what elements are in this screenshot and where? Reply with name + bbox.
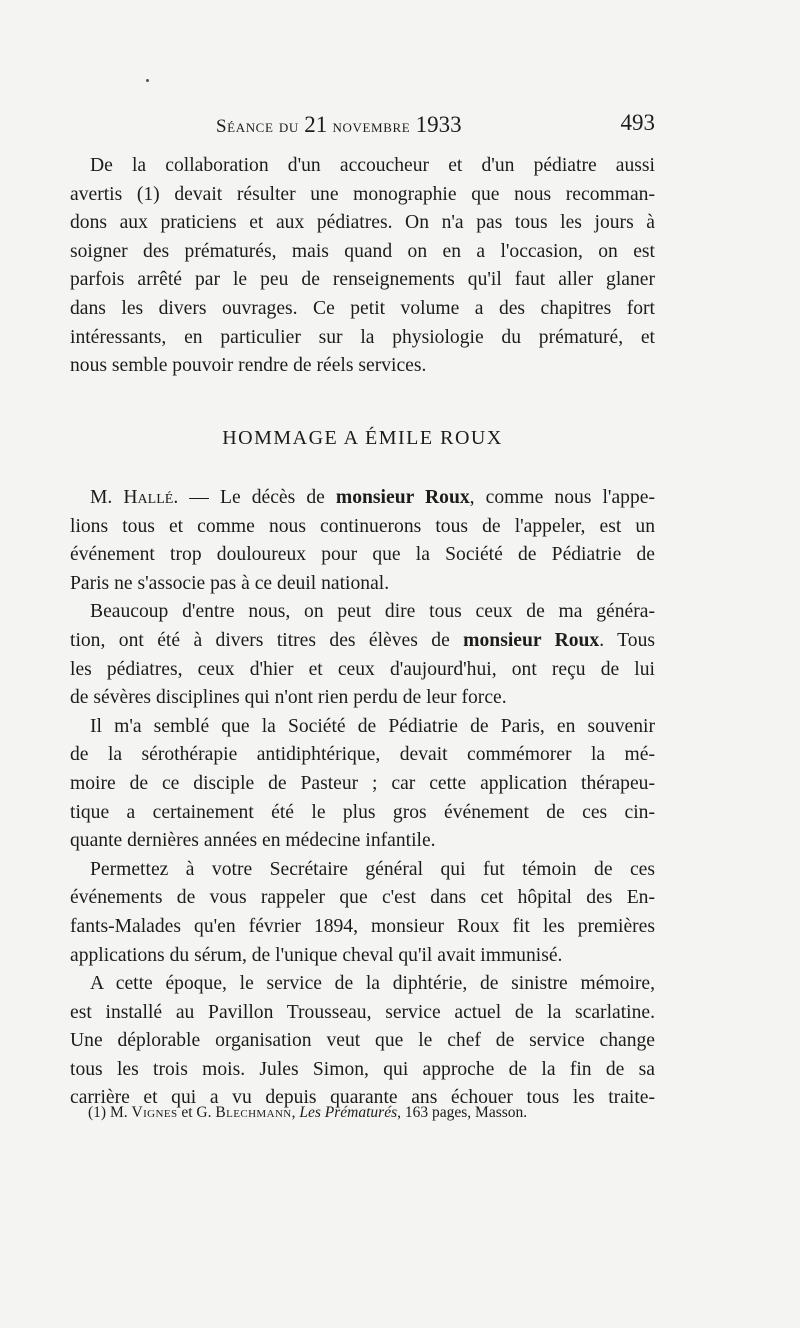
running-title-year: 1933 xyxy=(415,112,462,137)
text-line: événement trop douloureux pour que la Société de Pédiatrie de xyxy=(70,544,655,566)
page-number: 493 xyxy=(620,110,655,135)
footnote-author: Vignes xyxy=(131,1104,178,1121)
footnote-book-title: Les Prématurés xyxy=(299,1104,398,1121)
text-line: carrière et qui a vu depuis quarante ans échouer tous les traite- xyxy=(70,1087,655,1109)
body-text xyxy=(70,484,655,1113)
text-line: Paris ne s'associe pas à ce deuil national. xyxy=(70,572,390,594)
text-line: lions tous et comme nous continuerons tous de l'appeler, est un xyxy=(70,515,655,537)
text-line: les pédiatres, ceux d'hier et ceux d'aujourd'hui, ont reçu de lui xyxy=(70,658,655,680)
footnote-marker: (1) M. xyxy=(88,1104,132,1121)
footnote-text: , 163 pages, Masson. xyxy=(397,1104,528,1121)
text-line: parfois arrêté par le peu de renseignements qu'il faut aller glaner xyxy=(70,269,655,291)
text-line: tous les trois mois. Jules Simon, qui approche de la fin de sa xyxy=(70,1058,655,1080)
footnote-text: et G. xyxy=(177,1104,216,1121)
text-line: fants-Malades qu'en février 1894, monsieur Roux fit les premières xyxy=(70,915,655,937)
section-title: HOMMAGE A ÉMILE ROUX xyxy=(222,427,503,449)
text-line: De la collaboration d'un accoucheur et d'un pédiatre aussi xyxy=(90,155,655,176)
footnote-author: Blechmann xyxy=(215,1104,292,1121)
text-line: dans les divers ouvrages. Ce petit volume a des chapitres fort xyxy=(70,297,655,319)
text-line: événements de vous rappeler que c'est dans cet hôpital des En- xyxy=(70,887,655,909)
text-line xyxy=(70,484,655,513)
text-line xyxy=(70,627,655,656)
scan-speck xyxy=(146,79,149,82)
bold-name: monsieur Roux xyxy=(335,487,470,508)
text-line: tique a certainement été le plus gros événement de ces cin- xyxy=(70,801,655,823)
text-line: moire de ce disciple de Pasteur ; car cette application thérapeu- xyxy=(70,772,655,794)
text-line: nous semble pouvoir rendre de réels services. xyxy=(70,355,427,377)
page-header xyxy=(70,112,655,142)
text-line: Il m'a semblé que la Société de Pédiatrie de Paris, en souvenir xyxy=(90,715,655,737)
text-line: de sévères disciplines qui n'ont rien perdu de leur force. xyxy=(70,687,507,709)
running-title-day: 21 xyxy=(304,112,328,137)
speaker-name: M. Hallé. xyxy=(90,487,179,508)
footnote-text: , xyxy=(291,1104,300,1121)
text-line: intéressants, en particulier sur la physiologie du prématuré, et xyxy=(70,326,655,348)
footnote xyxy=(88,1102,655,1124)
text-run: — Le décès de xyxy=(178,487,336,508)
running-title-pre: Séance du xyxy=(216,116,305,137)
text-run: tion, ont été à divers titres des élèves de xyxy=(70,629,464,651)
text-line: A cette époque, le service de la diphtérie, de sinistre mémoire, xyxy=(90,973,655,995)
running-title xyxy=(216,112,462,138)
text-line: est installé au Pavillon Trousseau, service actuel de la scarlatine. xyxy=(70,1001,655,1023)
text-line: Une déplorable organisation veut que le chef de service change xyxy=(70,1030,655,1052)
text-run: , comme nous l'appe- xyxy=(469,487,655,508)
text-run: . Tous xyxy=(599,629,655,651)
text-line: dons aux praticiens et aux pédiatres. On n'a pas tous les jours à xyxy=(70,212,655,234)
text-line: Beaucoup d'entre nous, on peut dire tous ceux de ma généra- xyxy=(90,601,655,623)
running-title-month: novembre xyxy=(327,116,416,137)
text-line: de la sérothérapie antidiphtérique, devait commémorer la mé- xyxy=(70,744,655,766)
text-line: soigner des prématurés, mais quand on en a l'occasion, on est xyxy=(70,240,655,262)
text-line: avertis (1) devait résulter une monographie que nous recomman- xyxy=(70,183,655,205)
text-line: Permettez à votre Secrétaire général qui fut témoin de ces xyxy=(90,858,655,880)
text-line: quante dernières années en médecine infantile. xyxy=(70,830,436,852)
bold-name: monsieur Roux xyxy=(463,629,600,651)
text-line: applications du sérum, de l'unique cheval qu'il avait immunisé. xyxy=(70,944,563,966)
intro-paragraph xyxy=(70,152,655,381)
